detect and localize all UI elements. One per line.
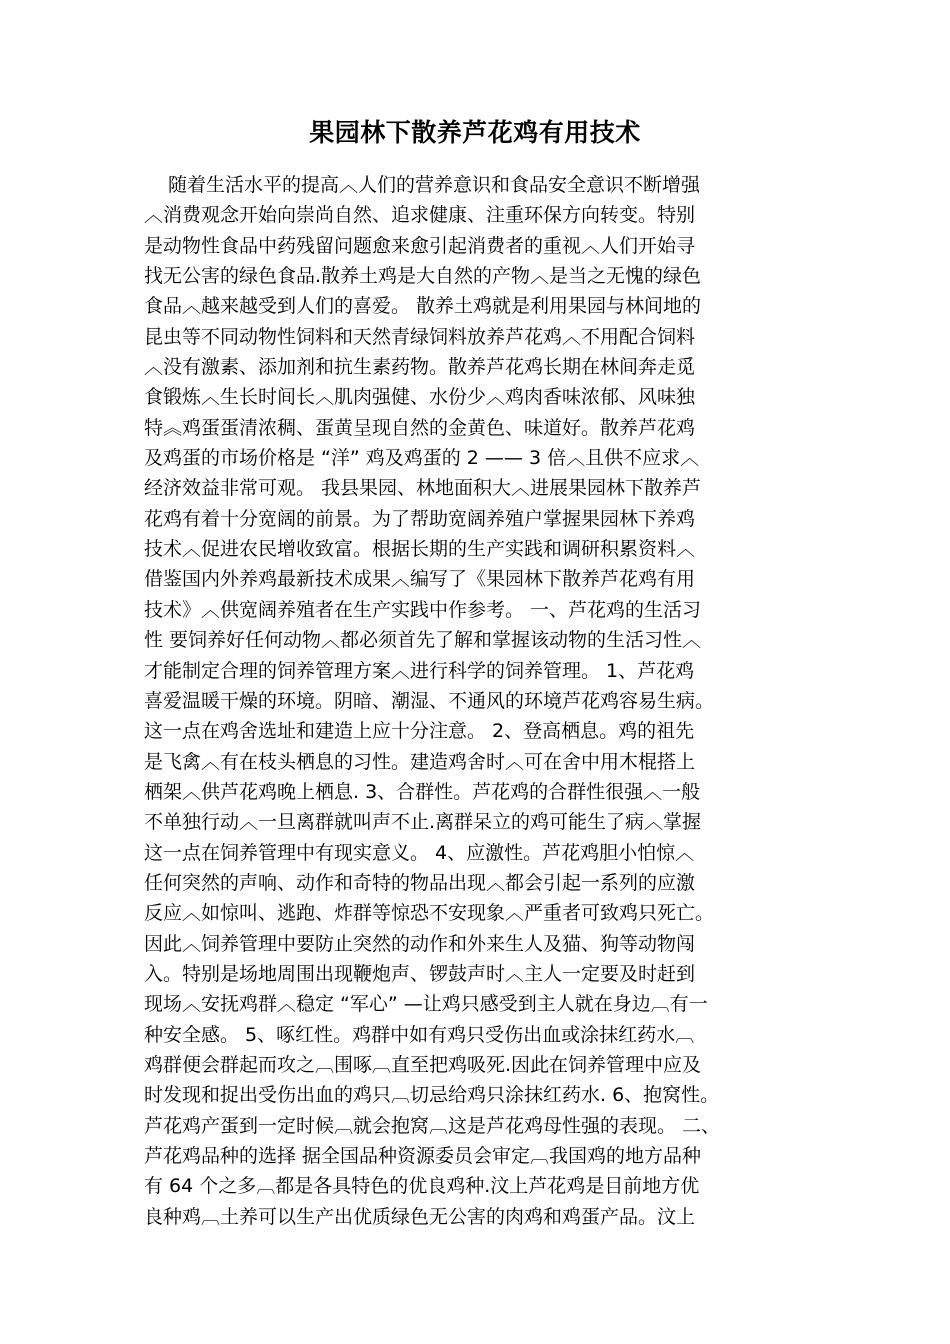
body-line: 现场︿安抚鸡群︿稳定 “军心” —让鸡只感受到主人就在身边︹有一 <box>144 993 708 1016</box>
body-line: 入。特别是场地周围出现鞭炮声、锣鼓声时︿主人一定要及时赶到 <box>144 962 696 985</box>
body-line: 种安全感。 5、啄红性。鸡群中如有鸡只受伤出血或涂抹红药水︹ <box>144 1023 695 1046</box>
body-line: 昆虫等不同动物性饲料和天然青绿饲料放养芦花鸡︿不用配合饲料 <box>144 325 696 348</box>
body-line: 是飞禽︿有在枝头栖息的习性。建造鸡舍时︿可在舍中用木棍搭上 <box>144 750 696 773</box>
body-line: ︿没有激素、添加剂和抗生素药物。散养芦花鸡长期在林间奔走觅 <box>144 356 696 379</box>
body-line: 因此︿饲养管理中要防止突然的动作和外来生人及猫、狗等动物闯 <box>144 932 696 955</box>
body-line: 良种鸡︹土养可以生产出优质绿色无公害的肉鸡和鸡蛋产品。汶上 <box>144 1205 696 1228</box>
body-line: 反应︿如惊叫、逃跑、炸群等惊恐不安现象︿严重者可致鸡只死亡。 <box>144 902 715 925</box>
body-line: 栖架︿供芦花鸡晚上栖息. 3、合群性。芦花鸡的合群性很强︿一般 <box>144 780 701 803</box>
body-line: 食锻炼︿生长时间长︿肌肉强健、水份少︿鸡肉香味浓郁、风味独 <box>144 386 696 409</box>
body-line: 随着生活水平的提高︿人们的营养意识和食品安全意识不断增强 <box>168 174 701 196</box>
body-line: 芦花鸡品种的选择 据全国品种资源委员会审定︹我国鸡的地方品种 <box>144 1145 702 1167</box>
body-line: 及鸡蛋的市场价格是 “洋” 鸡及鸡蛋的 2 —— 3 倍︿且供不应求︿ <box>144 447 700 470</box>
body-line: 是动物性食品中药残留问题愈来愈引起消费者的重视︿人们开始寻 <box>144 234 696 257</box>
body-line: 技术》︿供宽阔养殖者在生产实践中作参考。 一、芦花鸡的生活习 <box>144 598 702 621</box>
body-line: 技术︿促进农民增收致富。根据长期的生产实践和调研积累资料︿ <box>144 538 696 561</box>
body-line: 借鉴国内外养鸡最新技术成果︿编写了《果园林下散养芦花鸡有用 <box>144 568 696 591</box>
body-line: 食品︿越来越受到人们的喜爱。 散养土鸡就是利用果园与林间地的 <box>144 295 702 318</box>
body-line: 这一点在饲养管理中有现实意义。 4、应激性。芦花鸡胆小怕惊︿ <box>144 841 695 864</box>
body-line: 不单独行动︿一旦离群就叫声不止.离群呆立的鸡可能生了病︿掌握 <box>144 811 702 834</box>
body-line: 时发现和捉出受伤出血的鸡只︹切忌给鸡只涂抹红药水. 6、抱窝性。 <box>144 1084 720 1107</box>
body-line: 这一点在鸡舍选址和建造上应十分注意。 2、登高栖息。鸡的祖先 <box>144 720 695 743</box>
body-line: 经济效益非常可观。 我县果园、林地面积大︿进展果园林下散养芦 <box>144 477 702 500</box>
body-line: 任何突然的声响、动作和奇特的物品出现︿都会引起一系列的应激 <box>144 871 696 894</box>
body-line: 芦花鸡产蛋到一定时候︹就会抱窝︹这是芦花鸡母性强的表现。 二、 <box>144 1114 721 1137</box>
body-line: 特︽鸡蛋蛋清浓稠、蛋黄呈现自然的金黄色、味道好。散养芦花鸡 <box>144 416 696 439</box>
body-line: 才能制定合理的饲养管理方案︿进行科学的饲养管理。 1、芦花鸡 <box>144 659 695 682</box>
body-line: 找无公害的绿色食品.散养土鸡是大自然的产物︿是当之无愧的绿色 <box>144 265 702 288</box>
body-line: 喜爱温暖干燥的环境。阴暗、潮湿、不通风的环境芦花鸡容易生病。 <box>144 689 715 712</box>
body-line: 性 要饲养好任何动物︿都必须首先了解和掌握该动物的生活习性︿ <box>144 629 702 652</box>
body-line: 有 64 个之多︹都是各具特色的优良鸡种.汶上芦花鸡是目前地方优 <box>144 1175 700 1198</box>
document-body <box>144 170 814 1232</box>
document-title: 果园林下散养芦花鸡有用技术 <box>309 118 641 147</box>
body-line: 鸡群便会群起而攻之︹围啄︹直至把鸡吸死.因此在饲养管理中应及 <box>144 1053 702 1076</box>
body-line: 花鸡有着十分宽阔的前景。为了帮助宽阔养殖户掌握果园林下养鸡 <box>144 507 696 530</box>
body-line: ︿消费观念开始向崇尚自然、追求健康、注重环保方向转变。特别 <box>144 204 696 227</box>
